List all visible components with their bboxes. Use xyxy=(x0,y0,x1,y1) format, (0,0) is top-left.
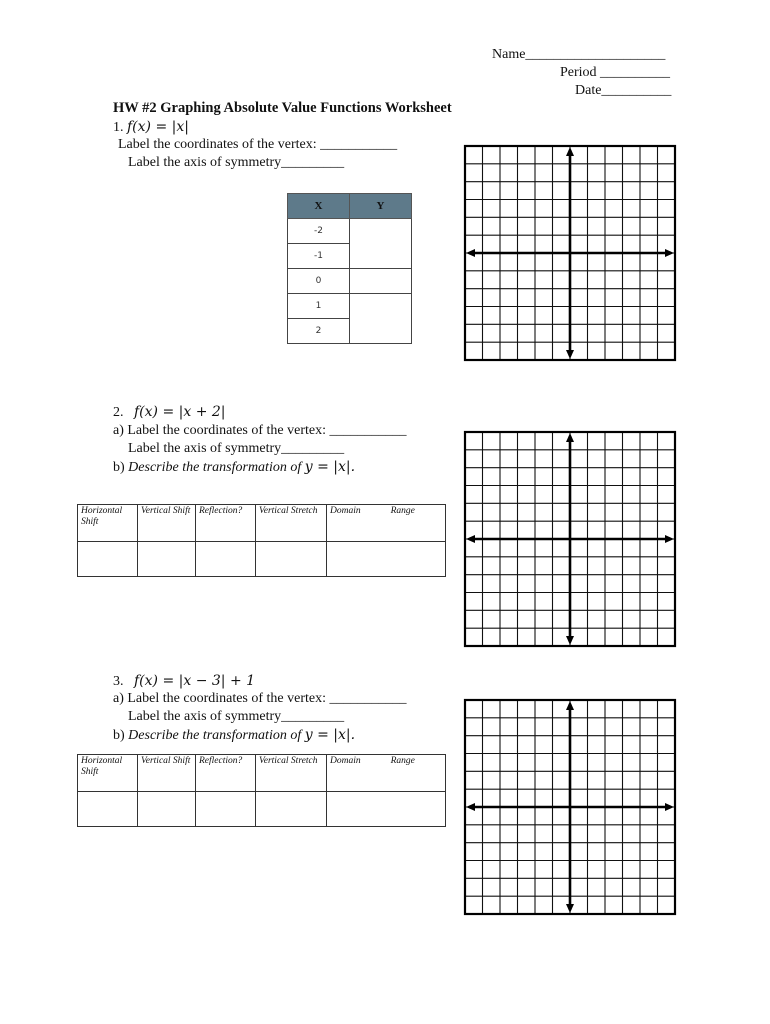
period-field[interactable]: Period __________ xyxy=(560,65,671,80)
transformation-table-3 xyxy=(77,754,446,827)
coordinate-grid-2[interactable] xyxy=(463,430,677,650)
problem-3-vertex-prompt: a) Label the coordinates of the vertex: ___________ xyxy=(113,691,407,706)
header-vertical-shift: Vertical Shift xyxy=(138,755,196,792)
header-domain: Domain xyxy=(330,756,361,766)
arrow-left-icon xyxy=(466,249,475,257)
problem-3-function: f(x) = |x − 3| + 1 xyxy=(134,673,256,689)
answer-cell[interactable] xyxy=(196,542,256,577)
arrow-up-icon xyxy=(566,701,574,710)
arrow-right-icon xyxy=(665,249,674,257)
arrow-right-icon xyxy=(665,803,674,811)
xy-table xyxy=(287,193,412,344)
arrow-right-icon xyxy=(665,535,674,543)
xy-table-header-y: Y xyxy=(350,194,412,219)
problem-2-heading xyxy=(113,404,226,421)
problem-2-number: 2. xyxy=(113,405,124,420)
problem-1-axis-prompt: Label the axis of symmetry_________ xyxy=(128,155,345,170)
worksheet-title: HW #2 Graphing Absolute Value Functions Worksheet xyxy=(113,100,452,116)
arrow-down-icon xyxy=(566,904,574,913)
problem-3-number: 3. xyxy=(113,674,124,689)
problem-2-describe-text: Describe the transformation of xyxy=(128,460,302,475)
answer-cell[interactable] xyxy=(327,792,446,827)
arrow-up-icon xyxy=(566,147,574,156)
header-horizontal-shift: Horizontal Shift xyxy=(78,505,138,542)
header-vertical-stretch: Vertical Stretch xyxy=(256,755,327,792)
problem-2-axis-prompt: Label the axis of symmetry_________ xyxy=(128,441,345,456)
xy-table-y-cell[interactable] xyxy=(350,294,412,344)
header-range: Range xyxy=(390,506,415,516)
header-domain: Domain xyxy=(330,506,361,516)
problem-1-heading xyxy=(113,119,189,136)
header-domain-range xyxy=(327,505,446,542)
xy-table-x-cell: 1 xyxy=(288,294,350,319)
header-horizontal-shift: Horizontal Shift xyxy=(78,755,138,792)
arrow-down-icon xyxy=(566,350,574,359)
xy-table-x-cell: 0 xyxy=(288,269,350,294)
xy-table-y-cell[interactable] xyxy=(350,219,412,269)
problem-2-describe-prefix: b) xyxy=(113,460,125,475)
answer-cell[interactable] xyxy=(327,542,446,577)
problem-1-vertex-prompt: Label the coordinates of the vertex: ___________ xyxy=(118,137,398,152)
header-reflection: Reflection? xyxy=(196,505,256,542)
answer-cell[interactable] xyxy=(256,542,327,577)
date-field[interactable]: Date__________ xyxy=(575,83,672,98)
xy-table-header-x: X xyxy=(288,194,350,219)
problem-3-describe xyxy=(113,727,355,744)
answer-cell[interactable] xyxy=(78,792,138,827)
coordinate-grid-1[interactable] xyxy=(463,144,677,364)
problem-3-heading xyxy=(113,673,255,690)
header-range: Range xyxy=(390,756,415,766)
problem-3-describe-prefix: b) xyxy=(113,728,125,743)
answer-cell[interactable] xyxy=(138,542,196,577)
problem-2-describe-math: y = |x|. xyxy=(304,459,356,475)
header-vertical-shift: Vertical Shift xyxy=(138,505,196,542)
header-vertical-stretch: Vertical Stretch xyxy=(256,505,327,542)
answer-cell[interactable] xyxy=(196,792,256,827)
arrow-left-icon xyxy=(466,535,475,543)
problem-3-describe-text: Describe the transformation of xyxy=(128,728,302,743)
arrow-left-icon xyxy=(466,803,475,811)
transformation-table-2 xyxy=(77,504,446,577)
problem-3-describe-math: y = |x|. xyxy=(304,727,356,743)
xy-table-x-cell: 2 xyxy=(288,319,350,344)
problem-2-describe xyxy=(113,459,355,476)
xy-table-x-cell: -2 xyxy=(288,219,350,244)
problem-3-axis-prompt: Label the axis of symmetry_________ xyxy=(128,709,345,724)
name-field[interactable]: Name____________________ xyxy=(492,47,666,62)
answer-cell[interactable] xyxy=(78,542,138,577)
header-reflection: Reflection? xyxy=(196,755,256,792)
arrow-up-icon xyxy=(566,433,574,442)
problem-2-vertex-prompt: a) Label the coordinates of the vertex: ___________ xyxy=(113,423,407,438)
xy-table-y-cell[interactable] xyxy=(350,269,412,294)
problem-2-function: f(x) = |x + 2| xyxy=(134,404,226,420)
answer-cell[interactable] xyxy=(256,792,327,827)
problem-1-number: 1. xyxy=(113,120,124,135)
arrow-down-icon xyxy=(566,636,574,645)
answer-cell[interactable] xyxy=(138,792,196,827)
problem-1-function: f(x) = |x| xyxy=(127,119,189,135)
xy-table-x-cell: -1 xyxy=(288,244,350,269)
header-domain-range xyxy=(327,755,446,792)
coordinate-grid-3[interactable] xyxy=(463,698,677,918)
